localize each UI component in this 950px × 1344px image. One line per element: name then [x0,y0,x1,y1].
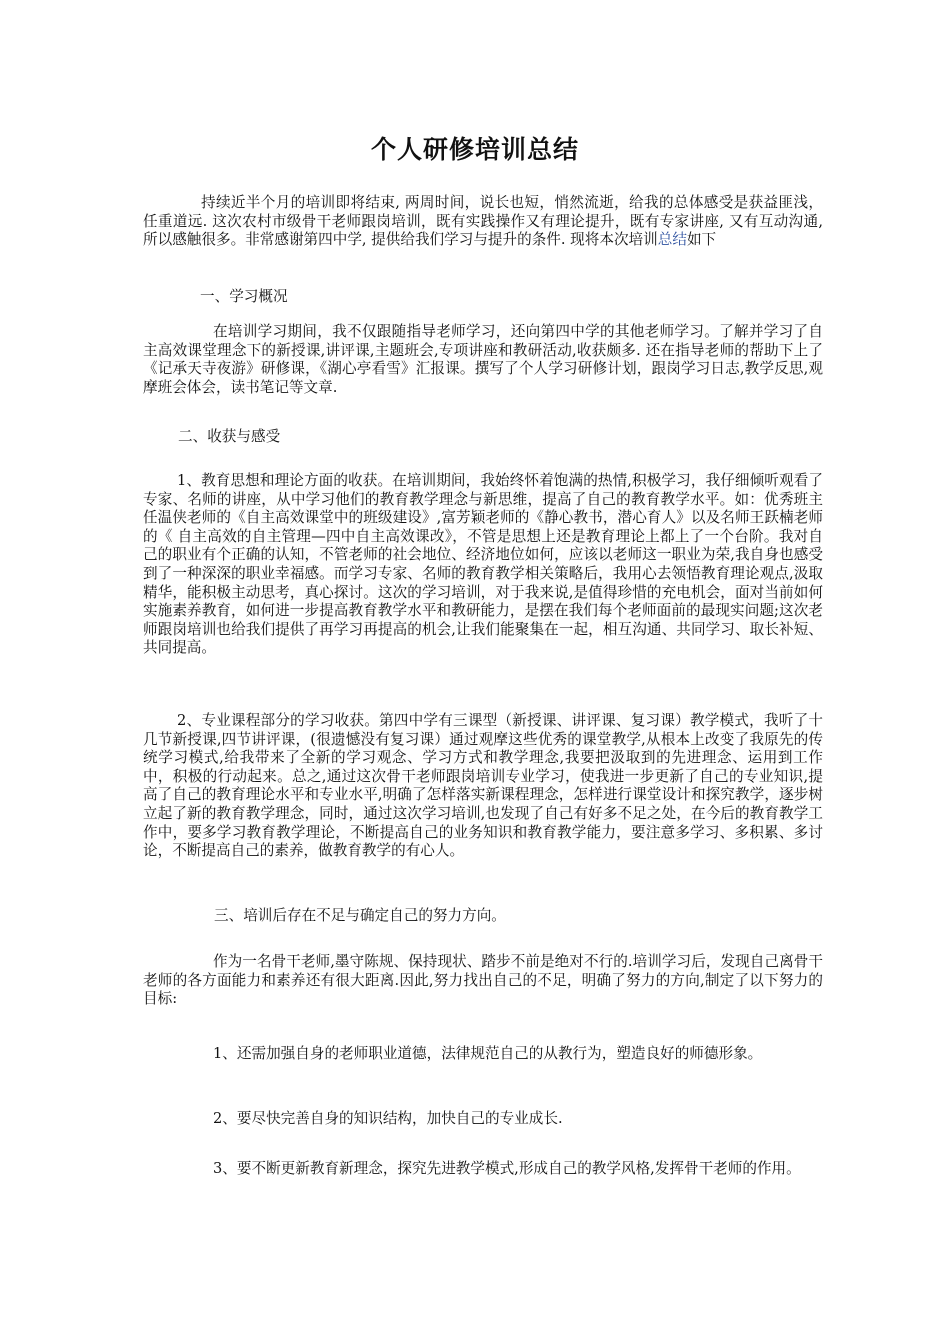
point2-number: 2 [177,712,187,729]
section1-heading: 一、学习概况 [200,288,288,305]
goal1-number: 1 [213,1045,223,1062]
goal3-text: 、要不断更新教育新理念，探究先进教学模式,形成自己的教学风格,发挥骨干老师的作用。 [222,1160,801,1177]
section3-paragraph: 作为一名骨干老师,墨守陈规、保持现状、踏步不前是绝对不行的.培训学习后，发现自己离骨干老师的各方面能力和素养还有很大距离.因此,努力找出自己的不足，明确了努力的方向,制定了以下努力的目标: [143,953,823,1008]
intro-paragraph [143,194,823,250]
goal3-number: 3 [213,1160,223,1177]
summary-link[interactable]: 总结 [657,231,687,249]
point1-text: 、教育思想和理论方面的收获。在培训期间，我始终怀着饱满的热情,积极学习，我仔细倾听观看了专家、名师的讲座，从中学习他们的教育教学理念与新思维，提高了自己的教育教学水平。如：优秀班主任温侠老师的《自主高效课堂中的班级建设》,富芳颖老师的《静心教书，潜心育人》以及名师王跃楠老师的《 自主高效的自主管理—四中自主高效课改》，不管是思想上还是教育理论上都上了一个台阶。我对自己的职业有个正确的认知，不管老师的社会地位、经济地位如何，应该以老师这一职业为荣,我自身也感受到了一种深深的职业幸福感。而学习专家、名师的教育教学相关策略后，我用心去领悟教育理论观点,汲取精华，能积极主动思考，真心探讨。这次的学习培训，对于我来说,是值得珍惜的充电机会，面对当前如何实施素养教育，如何进一步提高教育教学水平和教研能力，是摆在我们每个老师面前的最现实问题;这次老师跟岗培训也给我们提供了再学习再提高的机会,让我们能聚集在一起，相互沟通、共同学习、取长补短、共同提高。 [143,472,823,657]
intro-text: 持续近半个月的培训即将结束, 两周时间，说长也短，悄然流逝，给我的总体感受是获益匪浅，任重道远. 这次农村市级骨干老师跟岗培训，既有实践操作又有理论提升，既有专家讲座, 又有互动沟通, 所以感触很多。非常感谢第四中学, 提供给我们学习与提升的条件. 现将本次培训 [143,194,823,249]
section2-point2 [143,712,823,861]
document-title: 个人研修培训总结 [370,135,579,164]
goal-3 [143,1160,823,1179]
intro-text-end: 如下 [686,231,717,249]
goal-2 [143,1110,823,1129]
point2-text: 、专业课程部分的学习收获。第四中学有三课型（新授课、讲评课、复习课）教学模式，我听了十几节新授课,四节讲评课，(很遗憾没有复习课）通过观摩这些优秀的课堂教学,从根本上改变了我原先的传统学习模式,给我带来了全新的学习观念、学习方式和教学理念,我要把汲取到的先进理念、运用到工作中，积极的行动起来。总之,通过这次骨干老师跟岗培训专业学习，使我进一步更新了自己的专业知识,提高了自己的教育理论水平和专业水平,明确了怎样落实新课程理念，怎样进行课堂设计和探究教学，逐步树立起了新的教育教学理念，同时，通过这次学习培训,也发现了自己有好多不足之处，在今后的教育教学工作中，要多学习教育教学理论，不断提高自己的业务知识和教育教学能力，要注意多学习、多积累、多讨论，不断提高自己的素养，做教育教学的有心人。 [143,712,823,860]
goal-1 [143,1045,823,1064]
section3-heading: 三、培训后存在不足与确定自己的努力方向。 [214,907,506,924]
goal2-number: 2 [213,1110,223,1127]
section2-point1 [143,472,823,658]
goal1-text: 、还需加强自身的老师职业道德，法律规范自己的从教行为，塑造良好的师德形象。 [222,1045,763,1062]
point1-number: 1 [177,472,187,489]
section1-paragraph: 在培训学习期间，我不仅跟随指导老师学习，还向第四中学的其他老师学习。了解并学习了自主高效课堂理念下的新授课,讲评课,主题班会,专项讲座和教研活动,收获颇多. 还在指导老师的帮助下上了《记承天寺夜游》研修课，《湖心亭看雪》汇报课。撰写了个人学习研修计划，跟岗学习日志,教学反思,观摩班会体会，读书笔记等文章. [143,323,823,396]
section2-heading: 二、收获与感受 [178,428,281,445]
goal2-text: 、要尽快完善自身的知识结构，加快自己的专业成长. [222,1110,563,1127]
